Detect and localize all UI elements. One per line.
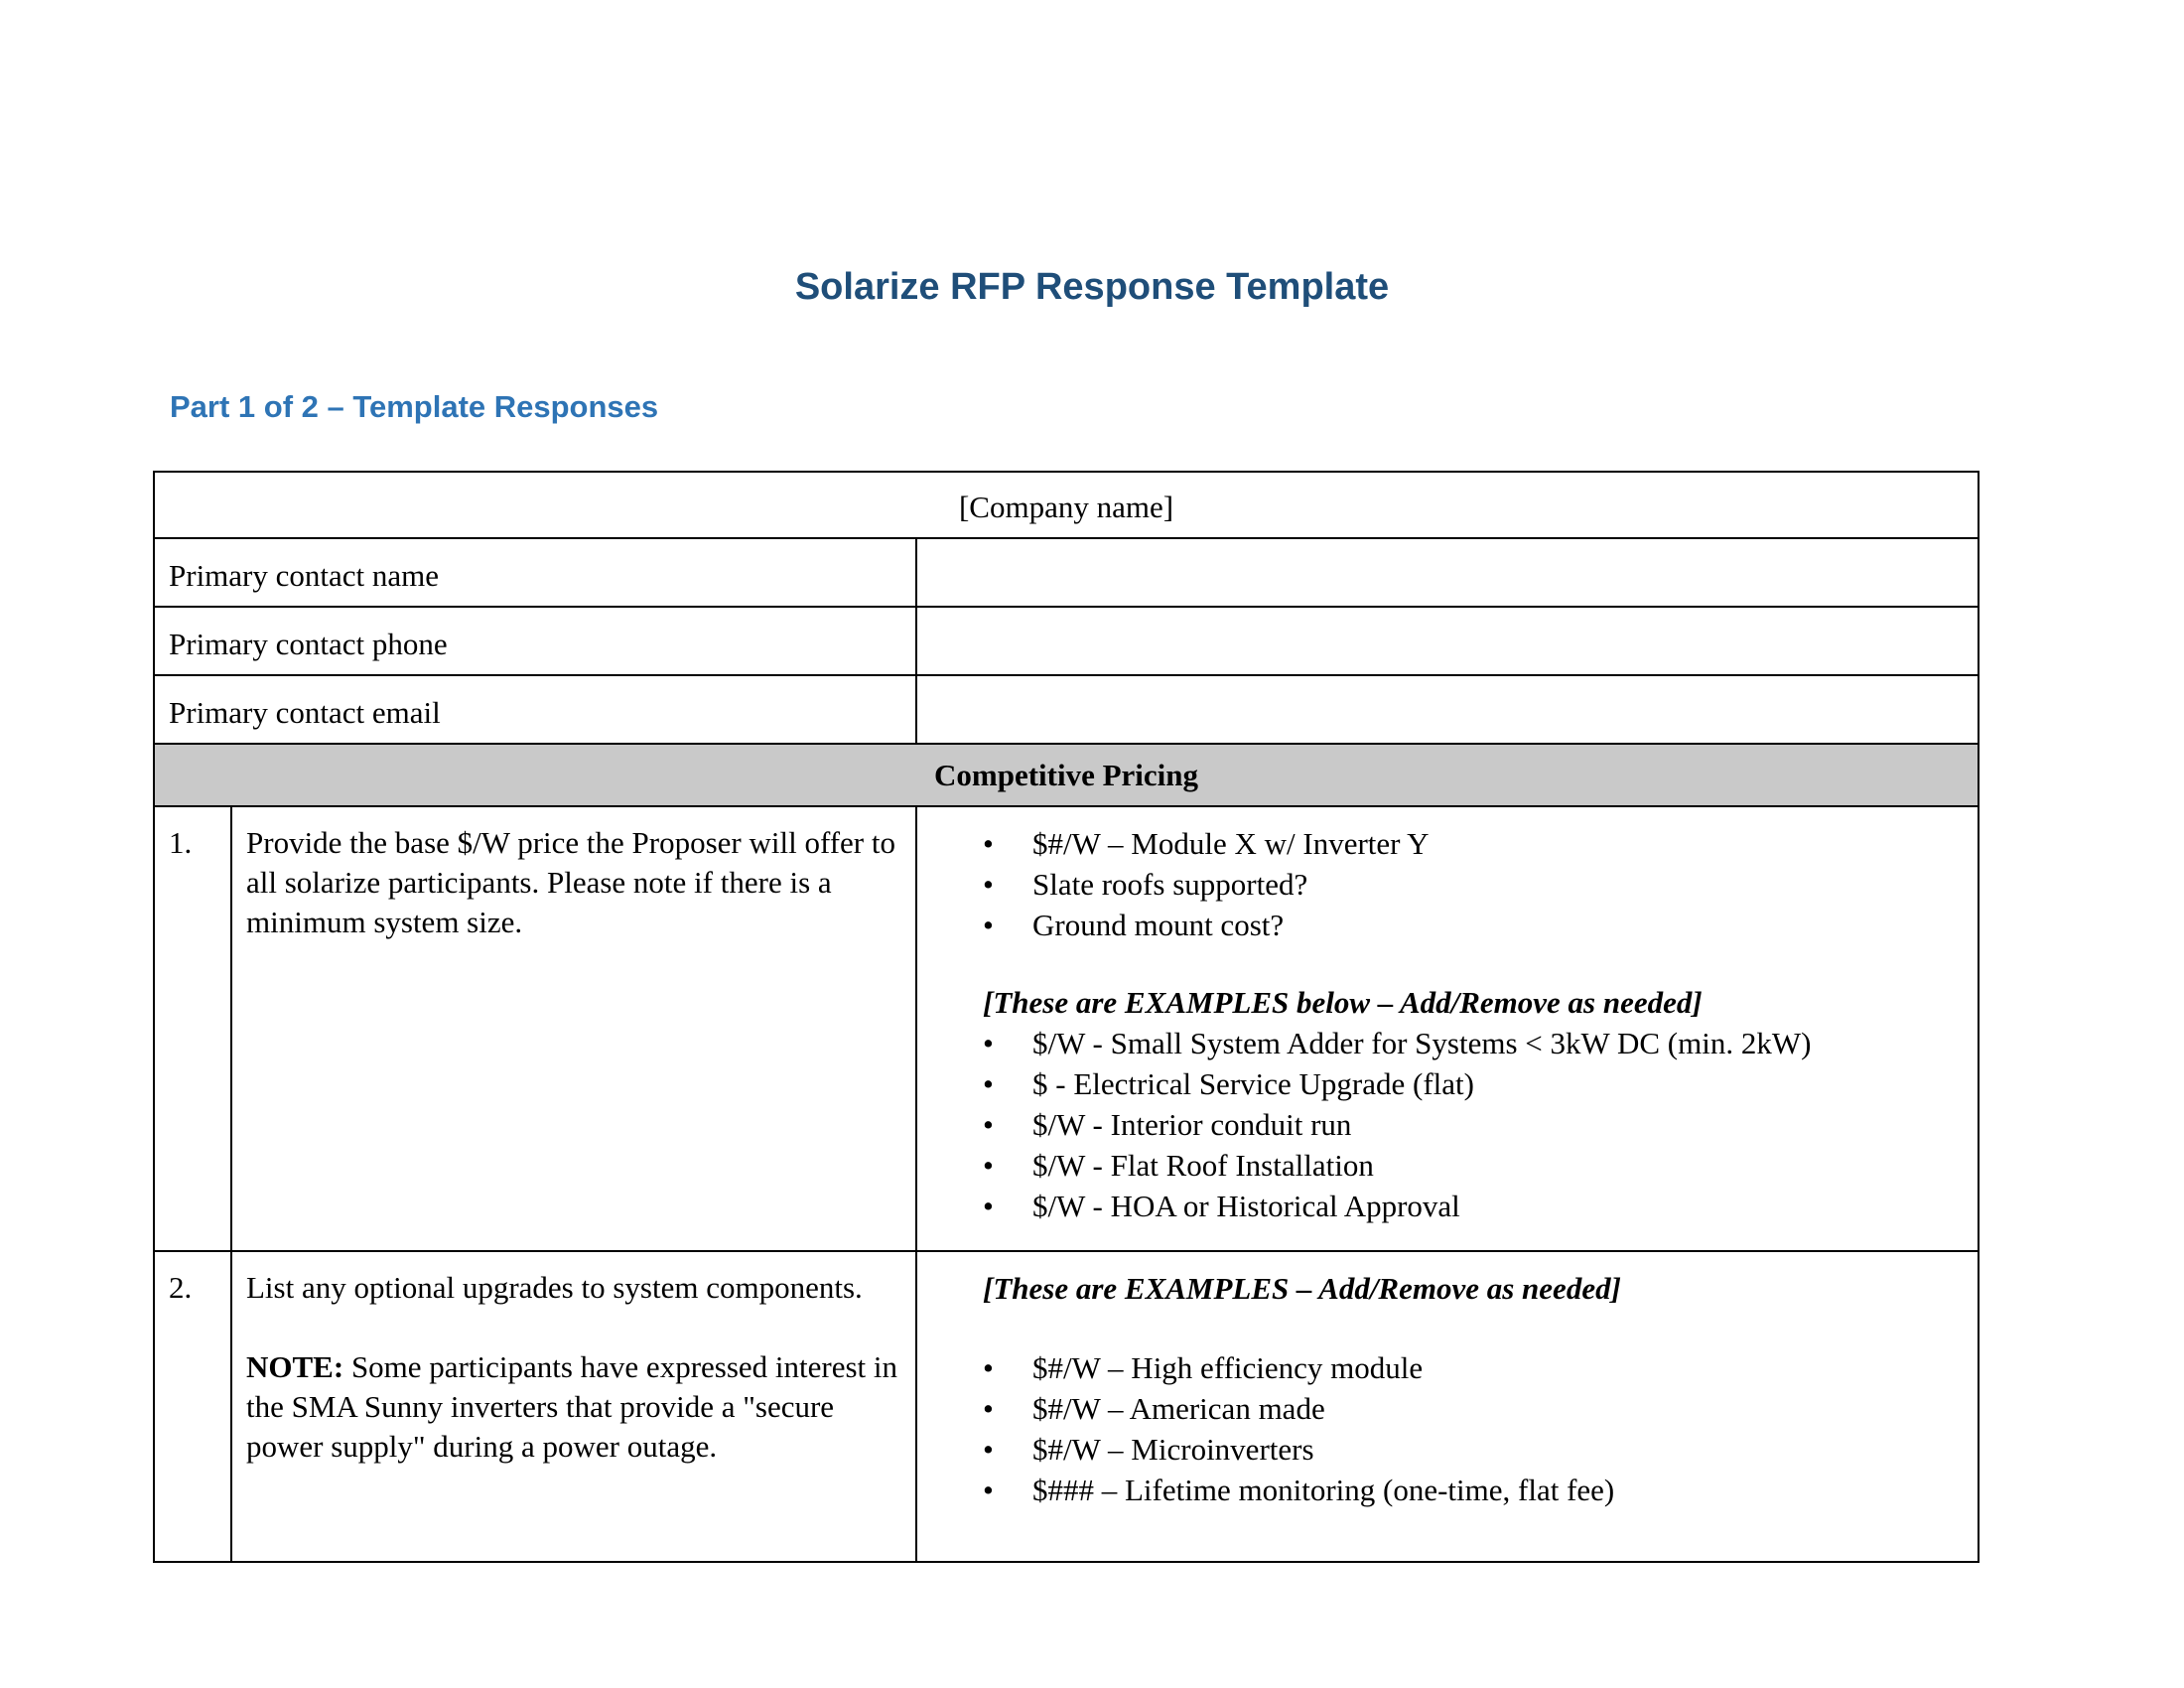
bullet-icon: • xyxy=(983,908,994,942)
item-prompt-cell xyxy=(231,806,916,1251)
contact-phone-value-cell[interactable] xyxy=(916,607,1979,675)
example-bullet: • $/W - Small System Adder for Systems < 3kW DC (min. 2kW) xyxy=(983,1023,1964,1063)
response-bullet: • Ground mount cost? xyxy=(983,905,1964,945)
example-bullet: • $#/W – American made xyxy=(983,1388,1964,1429)
note-text: Some participants have expressed interest in the SMA Sunny inverters that provide a "secure power supply" during a power outage. xyxy=(246,1349,898,1464)
bullet-icon: • xyxy=(983,1066,994,1101)
bullet-icon: • xyxy=(983,1148,994,1183)
contact-label: Primary contact email xyxy=(154,675,916,744)
bullet-icon: • xyxy=(983,1026,994,1060)
bullet-icon: • xyxy=(983,1350,994,1385)
company-name-cell[interactable]: [Company name] xyxy=(154,472,1979,538)
item-number: 1. xyxy=(154,806,231,1251)
response-bullet-list xyxy=(983,823,1964,945)
examples-note: [These are EXAMPLES – Add/Remove as needed] xyxy=(983,1271,1621,1306)
contact-email-value-cell[interactable] xyxy=(916,675,1979,744)
example-bullet-list xyxy=(983,1347,1964,1510)
rfp-response-table xyxy=(153,471,1979,1563)
item-prompt: Provide the base $/W price the Proposer will offer to all solarize participants. Please note if there is a minimum system size. xyxy=(246,825,895,939)
company-name-row xyxy=(154,472,1979,538)
bullet-icon: • xyxy=(983,1391,994,1426)
example-bullet-list xyxy=(983,1023,1964,1226)
item-number: 2. xyxy=(154,1251,231,1562)
pricing-item-row xyxy=(154,806,1979,1251)
example-bullet: • $ - Electrical Service Upgrade (flat) xyxy=(983,1063,1964,1104)
example-bullet: • $#/W – Microinverters xyxy=(983,1429,1964,1470)
item-prompt: List any optional upgrades to system components. xyxy=(246,1270,863,1305)
item-prompt-cell xyxy=(231,1251,916,1562)
bullet-icon: • xyxy=(983,1189,994,1223)
contact-row-email xyxy=(154,675,1979,744)
contact-row-phone xyxy=(154,607,1979,675)
section-header-competitive-pricing: Competitive Pricing xyxy=(154,744,1979,806)
bullet-icon: • xyxy=(983,1432,994,1467)
bullet-icon: • xyxy=(983,1107,994,1142)
document-title: Solarize RFP Response Template xyxy=(794,266,1390,308)
response-bullet: • $#/W – Module X w/ Inverter Y xyxy=(983,823,1964,864)
example-bullet: • $/W - Interior conduit run xyxy=(983,1104,1964,1145)
note-label: NOTE: xyxy=(246,1349,344,1384)
item-note xyxy=(246,1347,901,1467)
example-bullet: • $/W - Flat Roof Installation xyxy=(983,1145,1964,1186)
bullet-icon: • xyxy=(983,1473,994,1507)
part-heading: Part 1 of 2 – Template Responses xyxy=(170,389,659,424)
examples-note: [These are EXAMPLES below – Add/Remove as needed] xyxy=(983,985,1703,1020)
bullet-icon: • xyxy=(983,867,994,902)
example-bullet: • $#/W – High efficiency module xyxy=(983,1347,1964,1388)
contact-row-name xyxy=(154,538,1979,607)
example-bullet: • $/W - HOA or Historical Approval xyxy=(983,1186,1964,1226)
example-bullet: • $### – Lifetime monitoring (one-time, flat fee) xyxy=(983,1470,1964,1510)
section-header-row xyxy=(154,744,1979,806)
response-bullet: • Slate roofs supported? xyxy=(983,864,1964,905)
item-response-cell[interactable] xyxy=(916,806,1979,1251)
item-response-cell[interactable] xyxy=(916,1251,1979,1562)
pricing-item-row xyxy=(154,1251,1979,1562)
bullet-icon: • xyxy=(983,826,994,861)
contact-label: Primary contact phone xyxy=(154,607,916,675)
contact-name-value-cell[interactable] xyxy=(916,538,1979,607)
contact-label: Primary contact name xyxy=(154,538,916,607)
